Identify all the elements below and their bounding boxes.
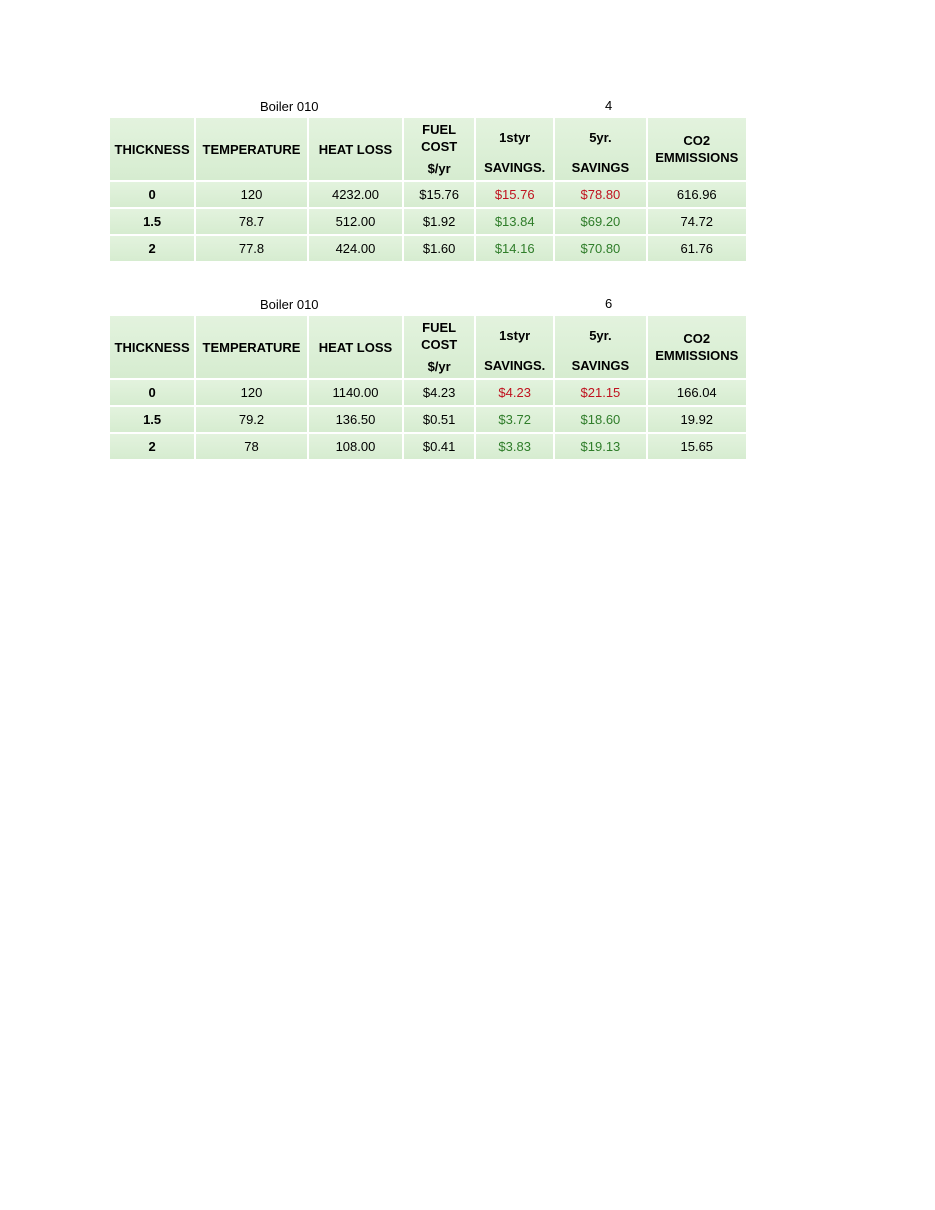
table-row: [110, 434, 746, 459]
cell-fuel-cost: $1.60: [404, 236, 474, 261]
cell-fuel-cost: $15.76: [404, 182, 474, 207]
cell-first-year-savings: $13.84: [476, 209, 553, 234]
pipe-size-number: 4: [605, 98, 613, 113]
cell-fuel-cost: $0.51: [404, 407, 474, 432]
header-co2-line1: CO2: [683, 331, 711, 346]
cell-heat-loss: 136.50: [309, 407, 402, 432]
header-five-line1: 5yr.: [589, 328, 612, 343]
header-co2-emissions: [648, 316, 746, 378]
heat-loss-table: [108, 314, 748, 461]
header-fuel-line1: FUEL: [422, 320, 457, 335]
cell-fuel-cost: $0.41: [404, 434, 474, 459]
cell-co2: 61.76: [648, 236, 746, 261]
cell-five-year-savings: $70.80: [555, 236, 645, 261]
header-heat-loss: HEAT LOSS: [309, 118, 402, 180]
cell-five-year-savings: $18.60: [555, 407, 645, 432]
cell-heat-loss: 424.00: [309, 236, 402, 261]
cell-heat-loss: 108.00: [309, 434, 402, 459]
table-caption: [110, 96, 746, 116]
header-row: [110, 118, 746, 180]
cell-thickness: 0: [110, 380, 194, 405]
header-fuel-cost: [404, 316, 474, 378]
table-row: [110, 182, 746, 207]
header-five-year-savings: [555, 118, 645, 180]
header-five-year-savings: [555, 316, 645, 378]
cell-five-year-savings: $19.13: [555, 434, 645, 459]
cell-first-year-savings: $3.72: [476, 407, 553, 432]
heat-loss-table: [108, 116, 748, 263]
header-co2-line2: EMMISSIONS: [655, 348, 739, 363]
header-fuel-line2: COST: [421, 337, 458, 352]
header-first-line2: SAVINGS.: [484, 160, 546, 175]
cell-temperature: 120: [196, 380, 307, 405]
cell-temperature: 120: [196, 182, 307, 207]
cell-co2: 19.92: [648, 407, 746, 432]
header-co2-line1: CO2: [683, 133, 711, 148]
cell-first-year-savings: $4.23: [476, 380, 553, 405]
header-first-year-savings: [476, 118, 553, 180]
header-fuel-line3: $/yr: [427, 359, 451, 374]
cell-first-year-savings: $14.16: [476, 236, 553, 261]
header-five-line2: SAVINGS: [571, 358, 630, 373]
cell-fuel-cost: $1.92: [404, 209, 474, 234]
pipe-size-number: 6: [605, 296, 613, 311]
header-co2-line2: EMMISSIONS: [655, 150, 739, 165]
cell-heat-loss: 1140.00: [309, 380, 402, 405]
boiler-name: Boiler 010: [260, 297, 319, 312]
header-thickness: THICKNESS: [110, 316, 194, 378]
cell-five-year-savings: $69.20: [555, 209, 645, 234]
cell-first-year-savings: $3.83: [476, 434, 553, 459]
boiler-table-block-1: [110, 96, 746, 263]
cell-heat-loss: 4232.00: [309, 182, 402, 207]
table-caption: [110, 294, 746, 314]
cell-temperature: 78: [196, 434, 307, 459]
cell-co2: 616.96: [648, 182, 746, 207]
table-row: [110, 380, 746, 405]
header-fuel-line2: COST: [421, 139, 458, 154]
header-co2-emissions: [648, 118, 746, 180]
cell-five-year-savings: $78.80: [555, 182, 645, 207]
cell-temperature: 79.2: [196, 407, 307, 432]
cell-co2: 74.72: [648, 209, 746, 234]
cell-first-year-savings: $15.76: [476, 182, 553, 207]
header-temperature: TEMPERATURE: [196, 316, 307, 378]
table-row: [110, 209, 746, 234]
header-first-line2: SAVINGS.: [484, 358, 546, 373]
cell-temperature: 78.7: [196, 209, 307, 234]
table-row: [110, 236, 746, 261]
header-five-line1: 5yr.: [589, 130, 612, 145]
header-first-line1: 1styr: [499, 328, 531, 343]
cell-thickness: 0: [110, 182, 194, 207]
cell-five-year-savings: $21.15: [555, 380, 645, 405]
boiler-table-block-2: [110, 294, 746, 461]
header-fuel-line1: FUEL: [422, 122, 457, 137]
cell-thickness: 2: [110, 434, 194, 459]
header-first-year-savings: [476, 316, 553, 378]
header-heat-loss: HEAT LOSS: [309, 316, 402, 378]
cell-thickness: 1.5: [110, 407, 194, 432]
cell-heat-loss: 512.00: [309, 209, 402, 234]
cell-thickness: 1.5: [110, 209, 194, 234]
header-fuel-cost: [404, 118, 474, 180]
header-five-line2: SAVINGS: [571, 160, 630, 175]
boiler-name: Boiler 010: [260, 99, 319, 114]
cell-thickness: 2: [110, 236, 194, 261]
header-fuel-line3: $/yr: [427, 161, 451, 176]
cell-co2: 166.04: [648, 380, 746, 405]
table-row: [110, 407, 746, 432]
cell-fuel-cost: $4.23: [404, 380, 474, 405]
cell-co2: 15.65: [648, 434, 746, 459]
header-first-line1: 1styr: [499, 130, 531, 145]
cell-temperature: 77.8: [196, 236, 307, 261]
header-temperature: TEMPERATURE: [196, 118, 307, 180]
header-row: [110, 316, 746, 378]
header-thickness: THICKNESS: [110, 118, 194, 180]
